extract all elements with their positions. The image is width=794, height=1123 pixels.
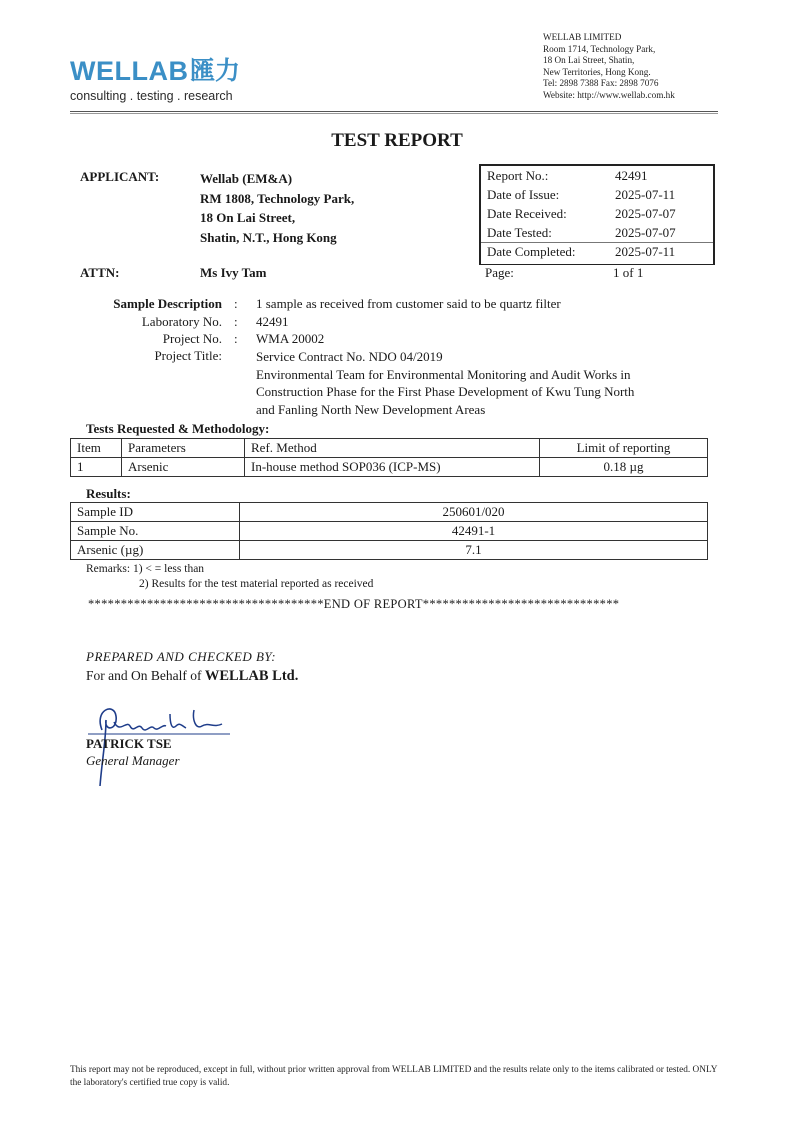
applicant-address-line: Shatin, N.T., Hong Kong <box>200 229 337 245</box>
page-value: 1 of 1 <box>613 265 644 280</box>
signatory-title: General Manager <box>86 753 180 768</box>
report-info-box <box>479 164 715 265</box>
company-address-line: New Territories, Hong Kong. <box>543 66 651 77</box>
table-row <box>71 458 708 477</box>
colon: : <box>234 331 238 346</box>
project-title-line: Construction Phase for the First Phase Development of Kwu Tung North <box>256 384 635 399</box>
end-of-report-line: ************************************END OF REPORT****************************** <box>88 597 620 611</box>
project-no-value: WMA 20002 <box>256 331 325 346</box>
report-number-value: 42491 <box>615 168 648 183</box>
on-behalf-prefix: For and On Behalf of <box>86 668 205 683</box>
remarks <box>86 562 373 592</box>
company-address-line: 18 On Lai Street, Shatin, <box>543 55 635 66</box>
header-divider <box>70 111 718 112</box>
prepared-checked-label: PREPARED AND CHECKED BY: <box>86 649 277 664</box>
applicant-address <box>200 169 354 247</box>
table-header-cell: Parameters <box>122 439 245 458</box>
table-cell: Arsenic (µg) <box>71 541 240 560</box>
project-title-line: Service Contract No. NDO 04/2019 <box>256 349 443 364</box>
table-row <box>71 503 708 522</box>
on-behalf-company: WELLAB Ltd. <box>204 668 299 684</box>
table-row <box>71 541 708 560</box>
colon: : <box>234 314 238 329</box>
report-number-label: Report No.: <box>487 168 549 183</box>
applicant-label: APPLICANT: <box>80 169 160 184</box>
on-behalf-line <box>86 668 298 685</box>
footer-disclaimer: This report may not be reproduced, except in full, without prior written approval from WELLAB LIMITED and the results relate only to the items calibrated or tested. ONLY the laboratory's certified true copy is valid. <box>70 1065 718 1088</box>
signatory-name: PATRICK TSE <box>86 736 172 751</box>
box-divider <box>481 242 713 243</box>
table-cell: In-house method SOP036 (ICP-MS) <box>245 458 540 477</box>
wellab-logo-chinese: 匯力 <box>190 56 241 85</box>
table-cell: 0.18 µg <box>540 458 708 477</box>
project-title-label: Project Title: <box>154 348 222 363</box>
applicant-address-line: RM 1808, Technology Park, <box>200 190 355 206</box>
wellab-logo-wordmark: WELLAB <box>70 56 189 86</box>
sample-description-label: Sample Description <box>113 296 222 311</box>
sample-description-value: 1 sample as received from customer said to be quartz filter <box>256 296 561 311</box>
methodology-table <box>70 438 708 477</box>
table-cell: Sample No. <box>71 522 240 541</box>
date-tested-value: 2025-07-07 <box>615 225 676 240</box>
date-of-issue-value: 2025-07-11 <box>615 187 676 202</box>
table-header-cell: Limit of reporting <box>540 439 708 458</box>
table-cell: Sample ID <box>71 503 240 522</box>
table-header-cell: Ref. Method <box>245 439 540 458</box>
colon: : <box>234 296 238 311</box>
date-received-value: 2025-07-07 <box>615 206 676 221</box>
remark-line: Remarks: 1) < = less than <box>86 563 205 575</box>
methodology-heading: Tests Requested & Methodology: <box>86 421 270 436</box>
project-title-line: Environmental Team for Environmental Monitoring and Audit Works in <box>256 366 631 382</box>
project-no-label: Project No. <box>162 331 222 346</box>
company-website: Website: http://www.wellab.com.hk <box>543 89 675 100</box>
date-completed-label: Date Completed: <box>487 244 576 259</box>
table-cell: 1 <box>71 458 122 477</box>
attn-label: ATTN: <box>80 265 120 280</box>
laboratory-no-value: 42491 <box>256 314 289 329</box>
table-cell: 250601/020 <box>240 503 708 522</box>
project-title-line: and Fanling North New Development Areas <box>256 401 486 417</box>
remark-line: 2) Results for the test material reported as received <box>139 578 374 590</box>
table-cell: Arsenic <box>122 458 245 477</box>
applicant-name: Wellab (EM&A) <box>200 171 293 186</box>
table-cell: 7.1 <box>240 541 708 560</box>
company-address-line: Room 1714, Technology Park, <box>543 43 656 54</box>
page-label: Page: <box>485 265 514 280</box>
table-cell: 42491-1 <box>240 522 708 541</box>
table-header-cell: Item <box>71 439 122 458</box>
project-title-value <box>256 348 634 418</box>
date-completed-value: 2025-07-11 <box>615 244 676 259</box>
page-number-row <box>485 265 644 281</box>
results-table <box>70 502 708 560</box>
laboratory-no-label: Laboratory No. <box>141 314 222 329</box>
date-received-label: Date Received: <box>487 206 567 221</box>
company-phone: Tel: 2898 7388 Fax: 2898 7076 <box>543 78 659 89</box>
table-row <box>71 522 708 541</box>
attn-name: Ms Ivy Tam <box>200 265 267 280</box>
results-heading: Results: <box>86 486 131 501</box>
header-divider <box>70 113 718 114</box>
applicant-address-line: 18 On Lai Street, <box>200 210 296 225</box>
date-of-issue-label: Date of Issue: <box>487 187 560 202</box>
company-name: WELLAB LIMITED <box>543 32 622 42</box>
table-header-row <box>71 439 708 458</box>
logo-tagline: consulting . testing . research <box>70 89 233 103</box>
company-address-block <box>543 32 675 102</box>
report-title: TEST REPORT <box>331 130 463 151</box>
date-tested-label: Date Tested: <box>487 225 552 240</box>
